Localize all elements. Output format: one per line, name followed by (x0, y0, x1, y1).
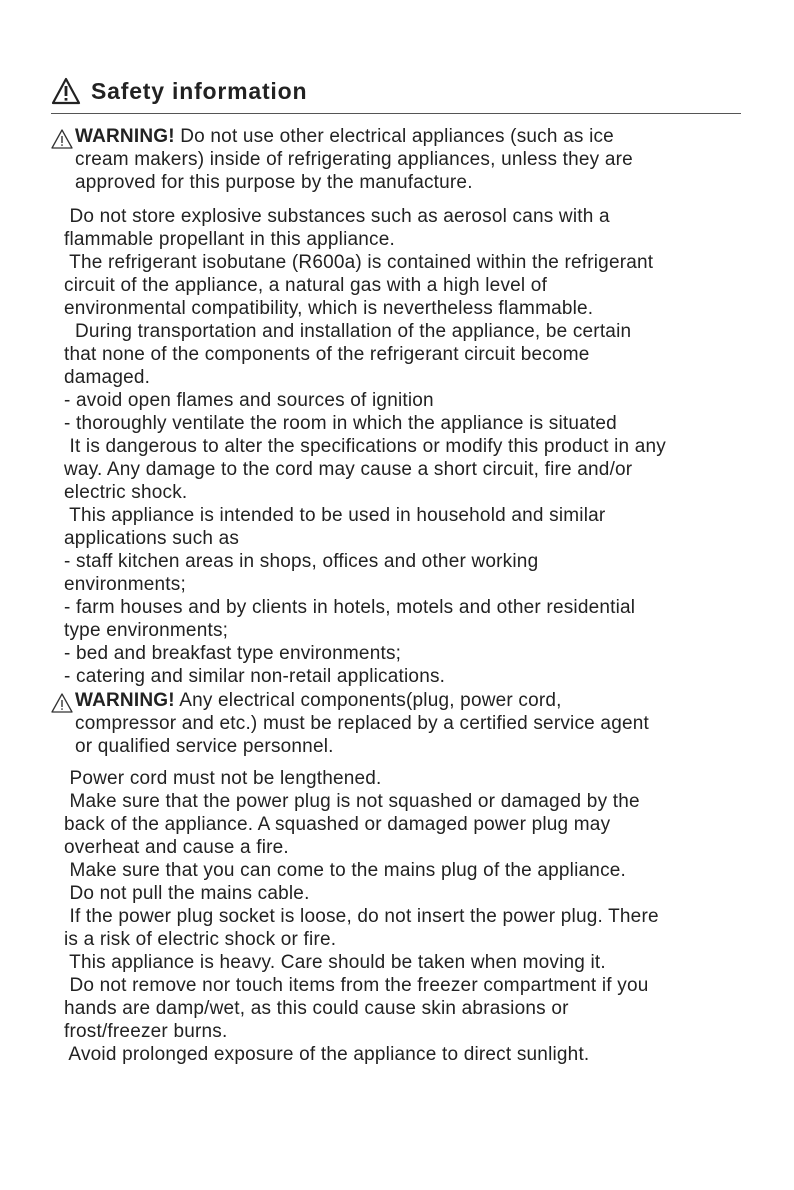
text-line: Power cord must not be lengthened. (64, 768, 382, 789)
text-line: damaged. (64, 367, 151, 388)
safety-instructions-block-2 (64, 767, 754, 1066)
warning-line: WARNING! Any electrical components(plug, power cord, (75, 690, 562, 711)
title-divider (51, 113, 741, 114)
text-line: electric shock. (64, 482, 188, 503)
text-line: that none of the components of the refrigerant circuit become (64, 344, 590, 365)
warning-line: or qualified service personnel. (75, 736, 334, 757)
text-line: circuit of the appliance, a natural gas with a high level of (64, 275, 548, 296)
text-line: way. Any damage to the cord may cause a short circuit, fire and/or (64, 459, 633, 480)
text-line: - catering and similar non-retail applications. (64, 666, 446, 687)
text-line: frost/freezer burns. (64, 1021, 228, 1042)
text-line: Avoid prolonged exposure of the appliance to direct sunlight. (64, 1044, 590, 1065)
warning-triangle-icon (51, 77, 81, 105)
text-line: - staff kitchen areas in shops, offices and other working (64, 551, 539, 572)
warning-line: approved for this purpose by the manufacture. (75, 172, 473, 193)
safety-instructions-block-1 (64, 205, 754, 688)
text-line: overheat and cause a fire. (64, 837, 289, 858)
warning-label: WARNING! (75, 126, 175, 147)
text-line: back of the appliance. A squashed or damaged power plug may (64, 814, 611, 835)
section-heading (51, 77, 307, 105)
text-line: Do not pull the mains cable. (64, 883, 310, 904)
text-line: Do not remove nor touch items from the freezer compartment if you (64, 975, 649, 996)
text-line: During transportation and installation of the appliance, be certain (64, 321, 632, 342)
text-line: If the power plug socket is loose, do not insert the power plug. There (64, 906, 659, 927)
text-line: Make sure that the power plug is not squashed or damaged by the (64, 791, 640, 812)
text-line: type environments; (64, 620, 229, 641)
text-line: This appliance is heavy. Care should be taken when moving it. (64, 952, 606, 973)
warning-triangle-icon (51, 129, 73, 149)
text-line: - thoroughly ventilate the room in which the appliance is situated (64, 413, 617, 434)
text-line: environmental compatibility, which is nevertheless flammable. (64, 298, 594, 319)
warning-block-1 (64, 125, 754, 194)
page-title: Safety information (91, 77, 308, 104)
warning-label: WARNING! (75, 690, 175, 711)
warning-line: WARNING! Do not use other electrical appliances (such as ice (75, 126, 614, 147)
text-line: flammable propellant in this appliance. (64, 229, 395, 250)
text-line: The refrigerant isobutane (R600a) is contained within the refrigerant (64, 252, 654, 273)
text-line: Make sure that you can come to the mains plug of the appliance. (64, 860, 627, 881)
text-line: environments; (64, 574, 186, 595)
text-line: - avoid open flames and sources of ignition (64, 390, 434, 411)
text-line: Do not store explosive substances such as aerosol cans with a (64, 206, 610, 227)
text-line: - bed and breakfast type environments; (64, 643, 402, 664)
text-line: applications such as (64, 528, 240, 549)
warning-triangle-icon (51, 693, 73, 713)
warning-line: cream makers) inside of refrigerating appliances, unless they are (75, 149, 633, 170)
text-line: - farm houses and by clients in hotels, motels and other residential (64, 597, 636, 618)
text-line: is a risk of electric shock or fire. (64, 929, 337, 950)
warning-block-2 (64, 689, 754, 758)
warning-line: compressor and etc.) must be replaced by a certified service agent (75, 713, 649, 734)
text-line: This appliance is intended to be used in household and similar (64, 505, 606, 526)
text-line: hands are damp/wet, as this could cause skin abrasions or (64, 998, 569, 1019)
text-line: It is dangerous to alter the specifications or modify this product in any (64, 436, 666, 457)
